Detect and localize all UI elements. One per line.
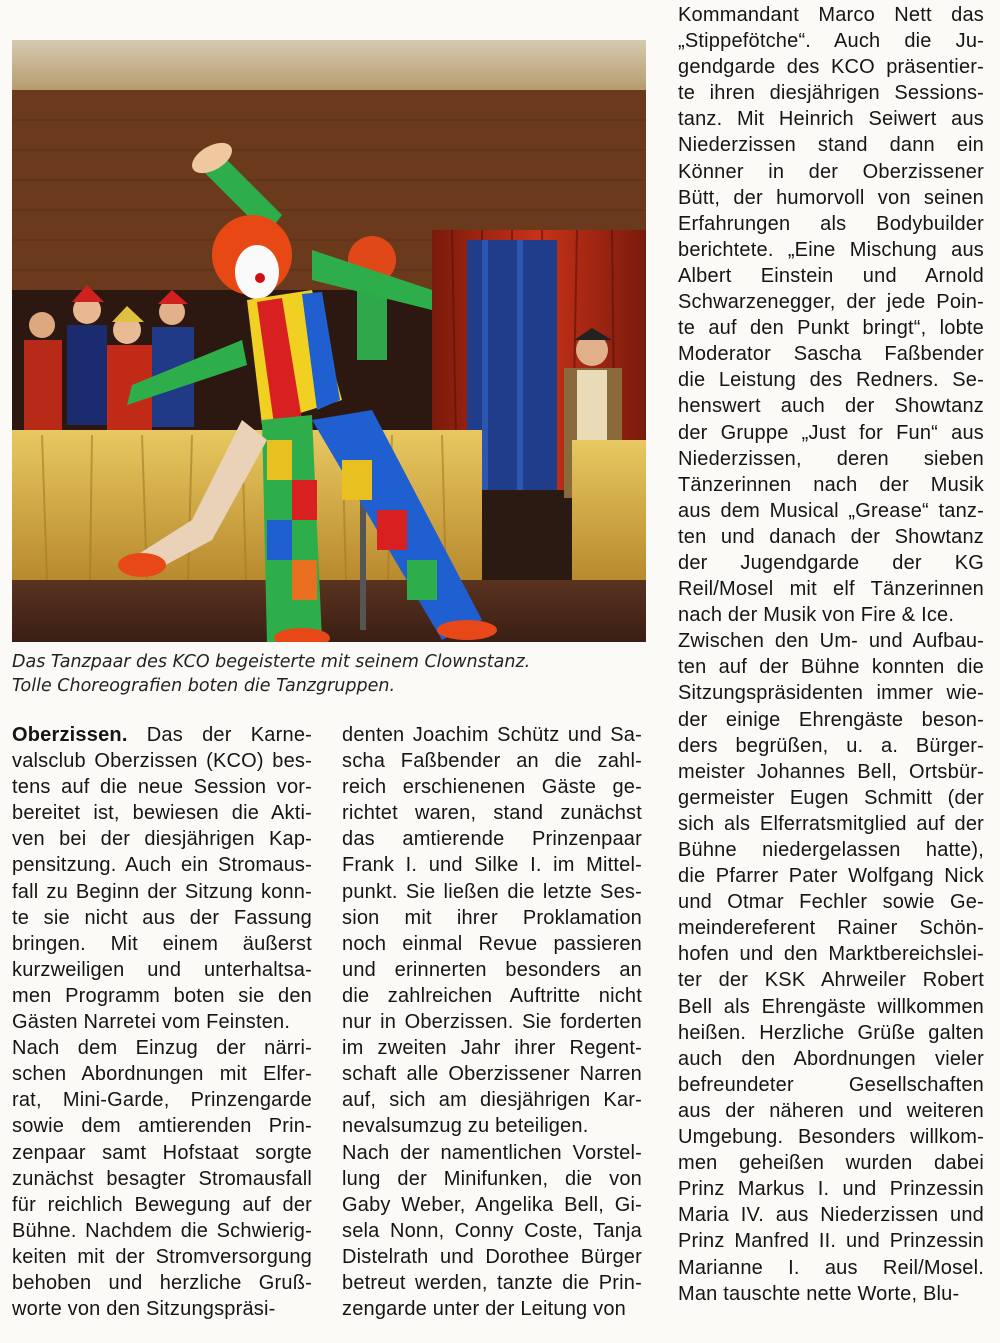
text-line: richtet waren, stand zunächst xyxy=(342,802,642,825)
text-line: Nach der namentlichen Vorstel- xyxy=(342,1141,642,1164)
text-line: Umgebung. Besonders willkom- xyxy=(678,1126,984,1149)
caption-line: Das Tanzpaar des KCO begeisterte mit seinem Clownstanz. xyxy=(12,652,531,672)
text-line: ten und danach der Showtanz xyxy=(678,525,984,548)
text-line: Könner in der Oberzissener xyxy=(678,160,984,183)
text-line: Frank I. und Silke I. im Mittel- xyxy=(342,854,642,877)
text-line: ven bei der diesjährigen Kap- xyxy=(12,828,312,851)
text-line xyxy=(12,722,312,748)
text-line: der einige Ehrengäste beson- xyxy=(678,708,984,731)
text-line: valsclub Oberzissen (KCO) bes- xyxy=(12,750,312,773)
text-line: Tänzerinnen nach der Musik xyxy=(678,473,984,496)
text-line: heißen. Herzliche Grüße galten xyxy=(678,1021,984,1044)
text-line: schen Abordnungen mit Elfer- xyxy=(12,1063,312,1086)
text-line: der Gruppe „Just for Fun“ aus xyxy=(678,421,984,444)
text-line: hofen und den Marktbereichslei- xyxy=(678,943,984,966)
text-line: Prinz Manfred II. und Prinzessin xyxy=(678,1230,984,1253)
text-line: und erinnerten besonders an xyxy=(342,958,642,981)
text-line: reich erschienenen Gäste ge- xyxy=(342,776,642,799)
text-line: Distelrath und Dorothee Bürger xyxy=(342,1245,642,1268)
text-line: betreut werden, tanzte die Prin- xyxy=(342,1271,642,1294)
text-line: te ihren diesjährigen Sessions- xyxy=(678,82,984,105)
text-line: zunächst besagter Stromausfall xyxy=(12,1167,312,1190)
text-line: germeister Eugen Schmitt (der xyxy=(678,786,984,809)
text-line: „Stippefötche“. Auch die Ju- xyxy=(678,30,984,53)
text-line: Moderator Sascha Faßbender xyxy=(678,343,984,366)
clown-dance-photo-icon xyxy=(12,40,646,642)
caption-line: Tolle Choreografien boten die Tanzgruppen. xyxy=(12,676,396,696)
text-line: bringen. Mit einem äußerst xyxy=(12,932,312,955)
text-line: men geheißen wurden dabei xyxy=(678,1152,984,1175)
text-line: sowie dem amtierenden Prin- xyxy=(12,1115,312,1138)
text-line: für reichlich Bewegung auf der xyxy=(12,1193,312,1216)
text-line: ten auf der Bühne konnten die xyxy=(678,656,984,679)
text-line: noch einmal Revue passieren xyxy=(342,932,642,955)
text-line: gendgarde des KCO präsentier- xyxy=(678,56,984,79)
photo-caption xyxy=(12,650,652,698)
text-line: fall zu Beginn der Sitzung konn- xyxy=(12,880,312,903)
text-line: Maria IV. aus Niederzissen und xyxy=(678,1204,984,1227)
text-line: sich als Elferratsmitglied auf der xyxy=(678,812,984,835)
text-line: Niederzissen stand dann ein xyxy=(678,134,984,157)
text-line: henswert auch der Showtanz xyxy=(678,395,984,418)
text-line: Erfahrungen als Bodybuilder xyxy=(678,212,984,235)
text-line: lung der Minifunken, die von xyxy=(342,1167,642,1190)
text-line: Gaby Weber, Angelika Bell, Gi- xyxy=(342,1193,642,1216)
text-line: Gästen Narretei vom Feinsten. xyxy=(12,1011,291,1034)
text-line: der Jugendgarde der KG xyxy=(678,551,984,574)
text-line: Schwarzenegger, der jede Poin- xyxy=(678,291,984,314)
text-line: Bütt, der humorvoll von seinen xyxy=(678,186,984,209)
text-line: berichtete. „Eine Mischung aus xyxy=(678,238,984,261)
text-line: meister Johannes Bell, Ortsbür- xyxy=(678,760,984,783)
text-line: auf, sich am diesjährigen Kar- xyxy=(342,1089,642,1112)
text-line: Albert Einstein und Arnold xyxy=(678,264,984,287)
text-line: tanz. Mit Heinrich Seiwert aus xyxy=(678,108,984,131)
article-column-3 xyxy=(678,2,984,1307)
text-line: ders begrüßen, u. a. Bürger- xyxy=(678,734,984,757)
text-line: scha Faßbender an die zahl- xyxy=(342,750,642,773)
article-column-2 xyxy=(342,722,642,1322)
text-line: keiten mit der Stromversorgung xyxy=(12,1245,312,1268)
text-line: te sie nicht aus der Fassung xyxy=(12,906,312,929)
text-line: kurzweiligen und unterhaltsa- xyxy=(12,958,312,981)
text-line: Niederzissen, deren sieben xyxy=(678,447,984,470)
text-line: meindereferent Rainer Schön- xyxy=(678,917,984,940)
text-line: die zahlreichen Auftritte nicht xyxy=(342,984,642,1007)
text-line: Bühne. Nachdem die Schwierig- xyxy=(12,1219,312,1242)
text-line: schaft alle Oberzissener Narren xyxy=(342,1063,642,1086)
text-line: denten Joachim Schütz und Sa- xyxy=(342,724,642,746)
text-line: pensitzung. Auch ein Stromaus- xyxy=(12,854,312,877)
text-line: Man tauschte nette Worte, Blu- xyxy=(678,1282,960,1305)
text-line: men Programm boten sie den xyxy=(12,984,312,1007)
article-column-1 xyxy=(12,722,312,1322)
text-line: auch den Abordnungen vieler xyxy=(678,1047,984,1070)
text-line: bereitet ist, bewiesen die Akti- xyxy=(12,802,312,825)
text-line: sela Nonn, Conny Coste, Tanja xyxy=(342,1219,642,1242)
text-line: und Otmar Fechler sowie Ge- xyxy=(678,891,984,914)
text-line: nur in Oberzissen. Sie forderten xyxy=(342,1011,642,1034)
text-line: nevalsumzug zu beteiligen. xyxy=(342,1115,589,1138)
article-photo xyxy=(12,40,646,642)
text-line: punkt. Sie ließen die letzte Ses- xyxy=(342,880,642,903)
text-line: Marianne I. aus Reil/Mosel. xyxy=(678,1256,984,1279)
text-line: zengarde unter der Leitung von xyxy=(342,1298,626,1321)
text-line: behoben und herzliche Gruß- xyxy=(12,1271,312,1294)
text-line: die Pfarrer Pater Wolfgang Nick xyxy=(678,865,984,888)
text-line: Prinz Markus I. und Prinzessin xyxy=(678,1178,984,1201)
text-line: ter der KSK Ahrweiler Robert xyxy=(678,969,984,992)
text-line: Reil/Mosel mit elf Tänzerinnen xyxy=(678,578,984,601)
text-line: das amtierende Prinzenpaar xyxy=(342,828,642,851)
text-line: Kommandant Marco Nett das xyxy=(678,4,984,26)
text-line: im zweiten Jahr ihrer Regent- xyxy=(342,1037,642,1060)
text-line: befreundeter Gesellschaften xyxy=(678,1073,984,1096)
text-line: Nach dem Einzug der närri- xyxy=(12,1037,312,1060)
text-line: sion mit ihrer Proklamation xyxy=(342,906,642,929)
text-line: worte von den Sitzungspräsi- xyxy=(12,1298,276,1321)
text-line: nach der Musik von Fire & Ice. xyxy=(678,604,955,627)
text-line: Zwischen den Um- und Aufbau- xyxy=(678,630,984,653)
text-line: zenpaar samt Hofstaat sorgte xyxy=(12,1141,312,1164)
text-line: Bühne niedergelassen hatte), xyxy=(678,839,984,861)
text-line: aus dem Musical „Grease“ tanz- xyxy=(678,499,984,522)
text-line: Bell als Ehrengäste willkommen xyxy=(678,995,984,1018)
text-line: te auf den Punkt bringt“, lobte xyxy=(678,317,984,340)
text-line: Sitzungspräsidenten immer wie- xyxy=(678,682,984,705)
text-line: aus der näheren und weiteren xyxy=(678,1099,984,1122)
text-line: tens auf die neue Session vor- xyxy=(12,776,312,799)
text-line: rat, Mini-Garde, Prinzengarde xyxy=(12,1089,312,1112)
text-line: die Leistung des Redners. Se- xyxy=(678,369,984,392)
lead-word: Oberzissen. xyxy=(12,724,128,746)
text-span: Das der Karne- xyxy=(127,724,312,746)
